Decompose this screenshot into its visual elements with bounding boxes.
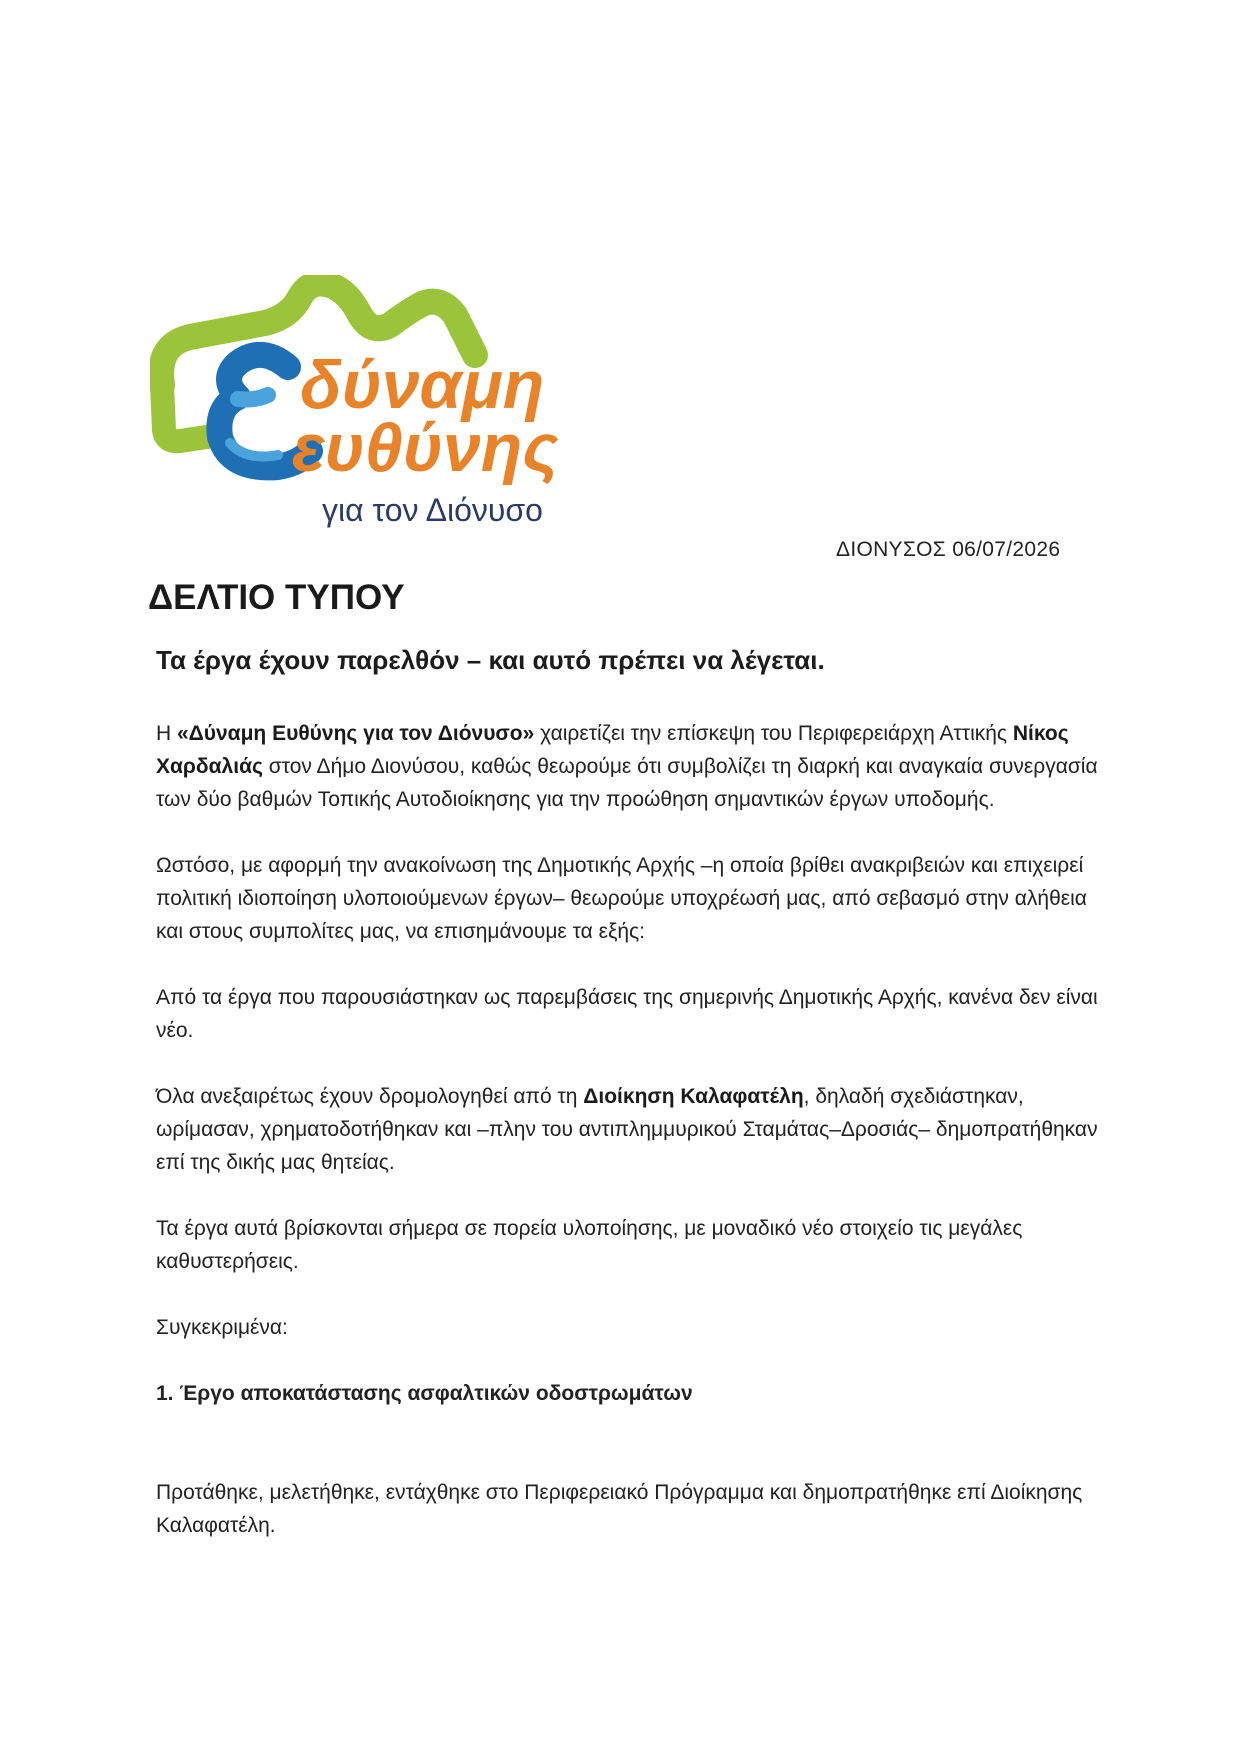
paragraph-6: Συγκεκριμένα: — [156, 1316, 288, 1339]
logo-tagline: για τον Διόνυσο — [322, 492, 543, 528]
party-logo-graphic — [150, 275, 630, 545]
logo-word-1: δύναμη — [300, 347, 545, 423]
p4-text-c: , δηλαδή σχεδιάστηκαν, ωρίμασαν, χρηματοδοτήθηκαν και –πλην του αντιπλημμυρικού Σταμάτας–Δροσιάς– δημοπρατήθηκαν επί της δικής μας θητείας. — [156, 1085, 1098, 1174]
press-release-body — [156, 717, 1106, 1575]
document-subtitle: Τα έργα έχουν παρελθόν – και αυτό πρέπει να λέγεται. — [156, 645, 825, 675]
p1-party-name: «Δύναμη Ευθύνης για τον Διόνυσο» — [177, 722, 535, 745]
paragraph-3: Από τα έργα που παρουσιάστηκαν ως παρεμβάσεις της σημερινής Δημοτικής Αρχής, κανένα δεν είναι νέο. — [156, 986, 1098, 1042]
p1-person-name: Νίκος Χαρδαλιάς — [156, 722, 1069, 778]
logo-word-2: ευθύνης — [292, 410, 559, 486]
paragraph-2: Ωστόσο, με αφορμή την ανακοίνωση της Δημοτικής Αρχής –η οποία βρίθει ανακριβειών και επιχειρεί πολιτική ιδιοποίηση υλοποιούμενων έργων– θεωρούμε υποχρέωσή μας, από σεβασμό στην αλήθεια και στους συμπολίτες μας, να επισημάνουμε τα εξής: — [156, 854, 1087, 943]
p1-text-a: Η — [156, 722, 177, 745]
p1-text-c: χαιρετίζει την επίσκεψη του Περιφερειάρχη Αττικής — [534, 722, 1013, 745]
paragraph-1 — [156, 717, 1106, 816]
party-logo — [150, 275, 630, 545]
paragraph-4 — [156, 1080, 1106, 1179]
paragraph-5: Τα έργα αυτά βρίσκονται σήμερα σε πορεία υλοποίησης, με μοναδικό νέο στοιχείο τις μεγάλες καθυστερήσεις. — [156, 1217, 1023, 1273]
date-line: ΔΙΟΝΥΣΟΣ 06/07/2026 — [836, 538, 1061, 561]
p1-text-e: στον Δήμο Διονύσου, καθώς θεωρούμε ότι συμβολίζει τη διαρκή και αναγκαία συνεργασία των δύο βαθμών Τοπικής Αυτοδιοίκησης για την προώθηση σημαντικών έργων υποδομής. — [156, 755, 1098, 811]
item-1-heading: 1. Έργο αποκατάστασης ασφαλτικών οδοστρωμάτων — [156, 1382, 693, 1405]
document-title: ΔΕΛΤΙΟ ΤΥΠΟΥ — [148, 578, 405, 617]
p4-text-a: Όλα ανεξαιρέτως έχουν δρομολογηθεί από τη — [156, 1085, 584, 1108]
p4-administration-name: Διοίκηση Καλαφατέλη — [583, 1085, 804, 1108]
item-1-text: Προτάθηκε, μελετήθηκε, εντάχθηκε στο Περιφερειακό Πρόγραμμα και δημοπρατήθηκε επί Διοίκησης Καλαφατέλη. — [156, 1481, 1083, 1537]
